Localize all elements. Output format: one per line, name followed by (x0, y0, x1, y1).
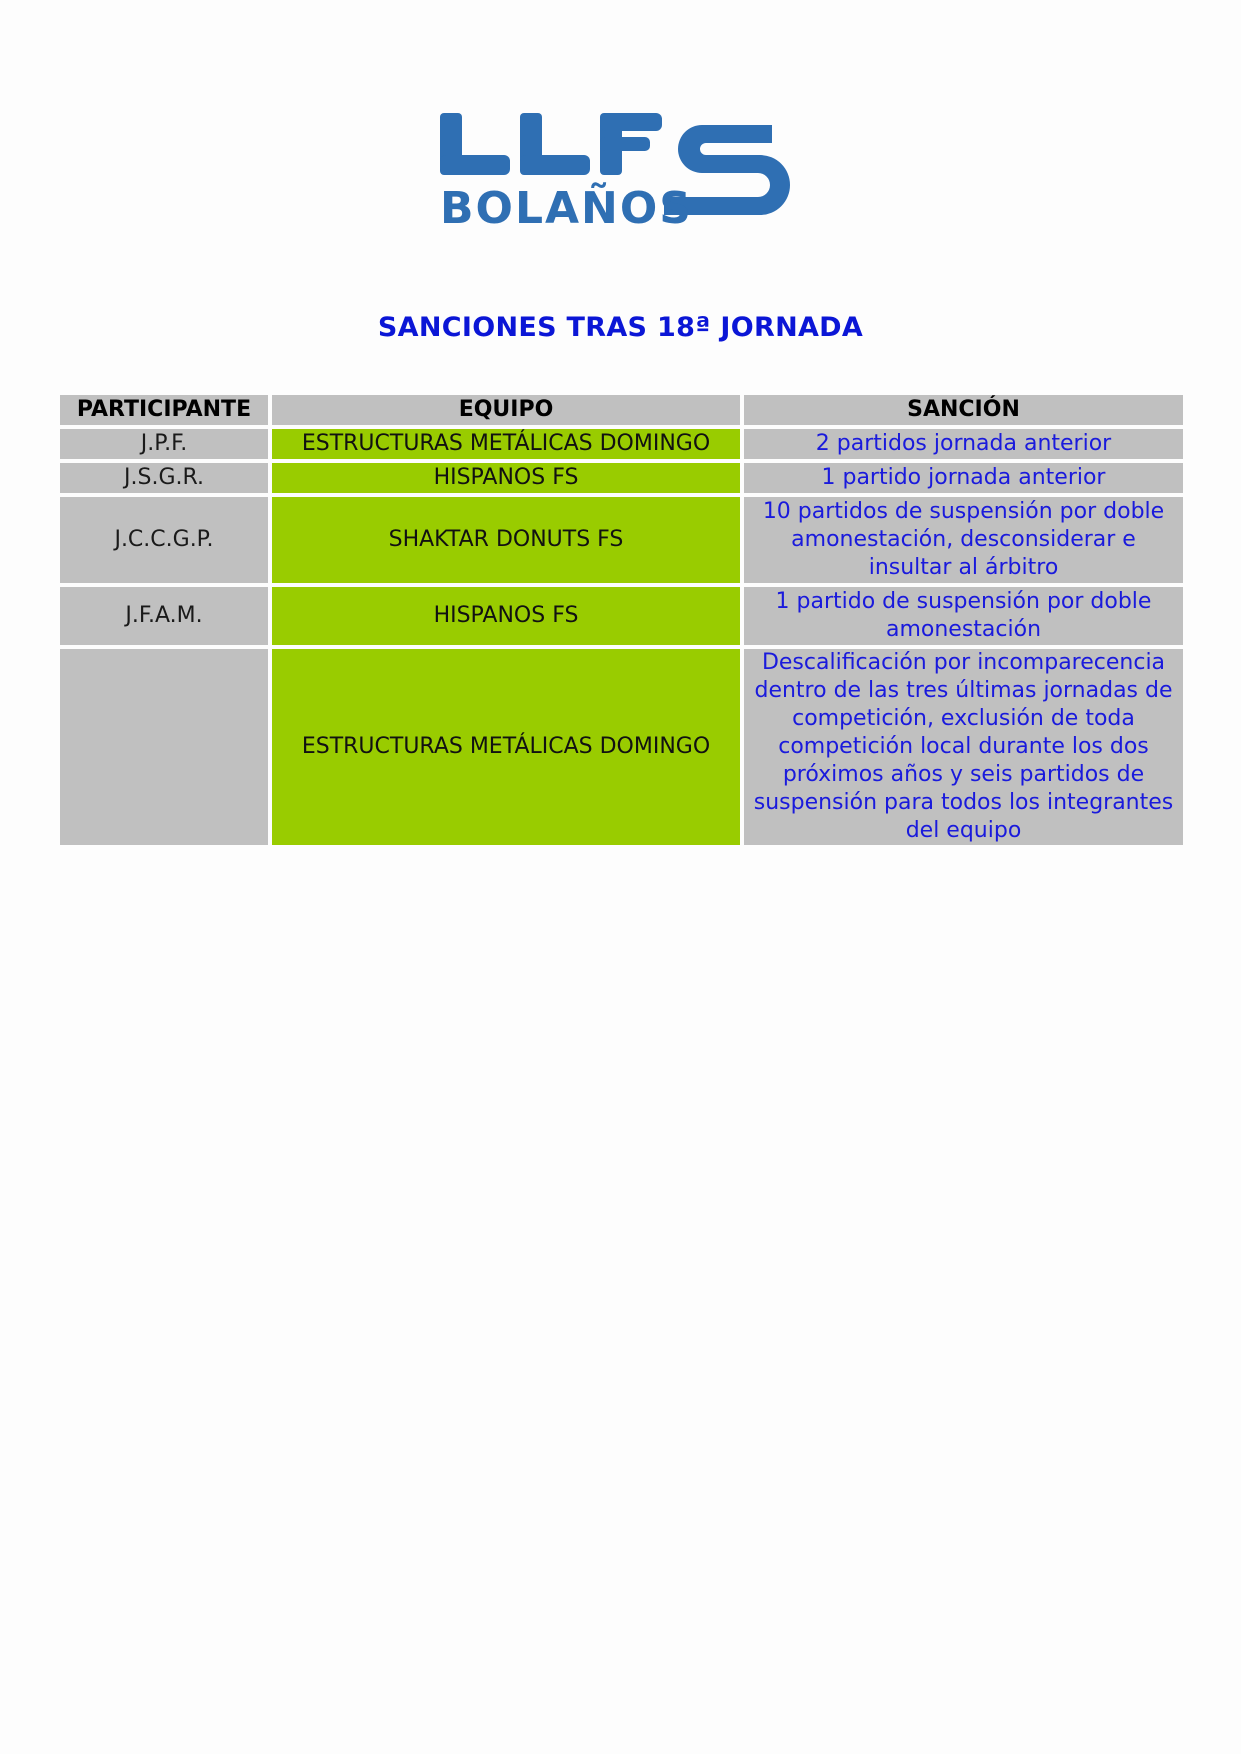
header-equipo: EQUIPO (272, 395, 740, 425)
cell-sancion: 2 partidos jornada anterior (744, 429, 1183, 459)
cell-equipo: HISPANOS FS (272, 587, 740, 645)
cell-participante (60, 649, 268, 845)
cell-equipo: HISPANOS FS (272, 463, 740, 493)
page-title: SANCIONES TRAS 18ª JORNADA (377, 312, 864, 343)
table-header-row (60, 395, 1183, 425)
table-row (60, 497, 1183, 583)
cell-equipo: ESTRUCTURAS METÁLICAS DOMINGO (272, 429, 740, 459)
cell-sancion: 1 partido de suspensión por doble amonestación (744, 587, 1183, 645)
cell-sancion: 10 partidos de suspensión por doble amonestación, desconsiderar e insultar al árbitro (744, 497, 1183, 583)
table-row (60, 587, 1183, 645)
cell-participante: J.S.G.R. (60, 463, 268, 493)
cell-participante: J.F.A.M. (60, 587, 268, 645)
table-row (60, 429, 1183, 459)
table-row (60, 463, 1183, 493)
cell-participante: J.C.C.G.P. (60, 497, 268, 583)
header-sancion: SANCIÓN (744, 395, 1183, 425)
logo-graphic (440, 105, 820, 245)
cell-sancion: 1 partido jornada anterior (744, 463, 1183, 493)
header-participante: PARTICIPANTE (60, 395, 268, 425)
cell-participante: J.P.F. (60, 429, 268, 459)
cell-equipo: SHAKTAR DONUTS FS (272, 497, 740, 583)
cell-equipo: ESTRUCTURAS METÁLICAS DOMINGO (272, 649, 740, 845)
cell-sancion: Descalificación por incomparecencia dentro de las tres últimas jornadas de competición, exclusión de toda competición local durante los dos próximos años y seis partidos de suspensión para todos los integrantes del equipo (744, 649, 1183, 845)
logo-text: BOLAÑOS (440, 183, 693, 234)
sanctions-table (56, 391, 1187, 849)
table-row (60, 649, 1183, 845)
llfs-bolanos-logo (440, 105, 820, 245)
